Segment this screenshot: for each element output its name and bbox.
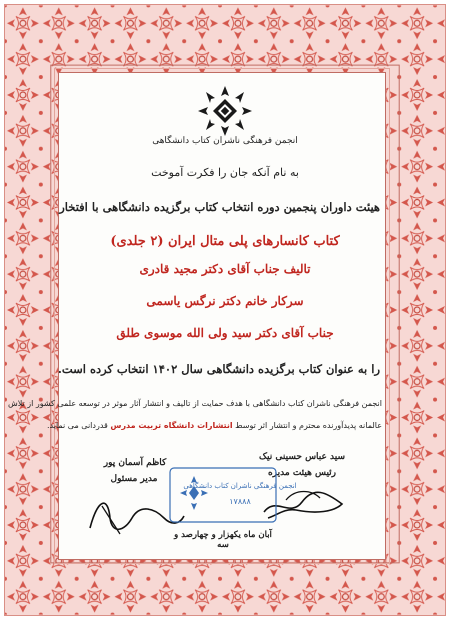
author-line: تالیف جناب آقای دکتر مجید قادری: [139, 262, 311, 276]
paragraph-2-before: عالمانه پدیدآورنده محترم و انتشار اثر توسط: [235, 421, 382, 430]
paragraph-2-after: قدردانی می نماید.: [46, 421, 108, 430]
issue-date: آبان ماه یکهزار و چهارصد و سه: [174, 530, 272, 550]
star-logo-icon: [192, 84, 258, 138]
event-statement: هیئت داوران پنجمین دوره انتخاب کتاب برگزیده دانشگاهی با افتخار: [59, 200, 380, 214]
publisher-highlight: انتشارات دانشگاه تربیت مدرس: [110, 421, 233, 430]
appreciation-paragraph-2: [46, 420, 382, 432]
signer-left-name: کاظم آسمان پور: [103, 458, 167, 468]
appreciation-paragraph-1: انجمن فرهنگی ناشران کتاب دانشگاهی با هدف حمایت از تالیف و انتشار آثار موثر در توسعه علمی کشور از تلاش: [7, 399, 382, 408]
selection-statement: را به عنوان کتاب برگزیده دانشگاهی سال ۱۴۰۲ انتخاب کرده است.: [57, 362, 380, 376]
seal-stamp: [168, 466, 297, 524]
signer-right-name: سید عباس حسینی نیک: [259, 452, 345, 462]
signer-right-title: رئیس هیئت مدیره: [267, 468, 337, 478]
opening-invocation: به نام آنکه جان را فکرت آموخت: [151, 166, 299, 179]
seal-text: انجمن فرهنگی ناشران کتاب دانشگاهی: [183, 482, 297, 490]
seal-number: ۱۷۸۸۸: [229, 497, 251, 506]
signer-left-title: مدیر مسئول: [110, 474, 158, 484]
book-title: کتاب کانسارهای پلی متال ایران (۲ جلدی): [110, 234, 340, 249]
coauthor-line-2: سرکار خانم دکتر نرگس یاسمی: [146, 294, 304, 308]
organization-name: انجمن فرهنگی ناشران کتاب دانشگاهی: [152, 136, 298, 146]
coauthor-line-3: جناب آقای دکتر سید ولی الله موسوی طلق: [116, 326, 334, 340]
